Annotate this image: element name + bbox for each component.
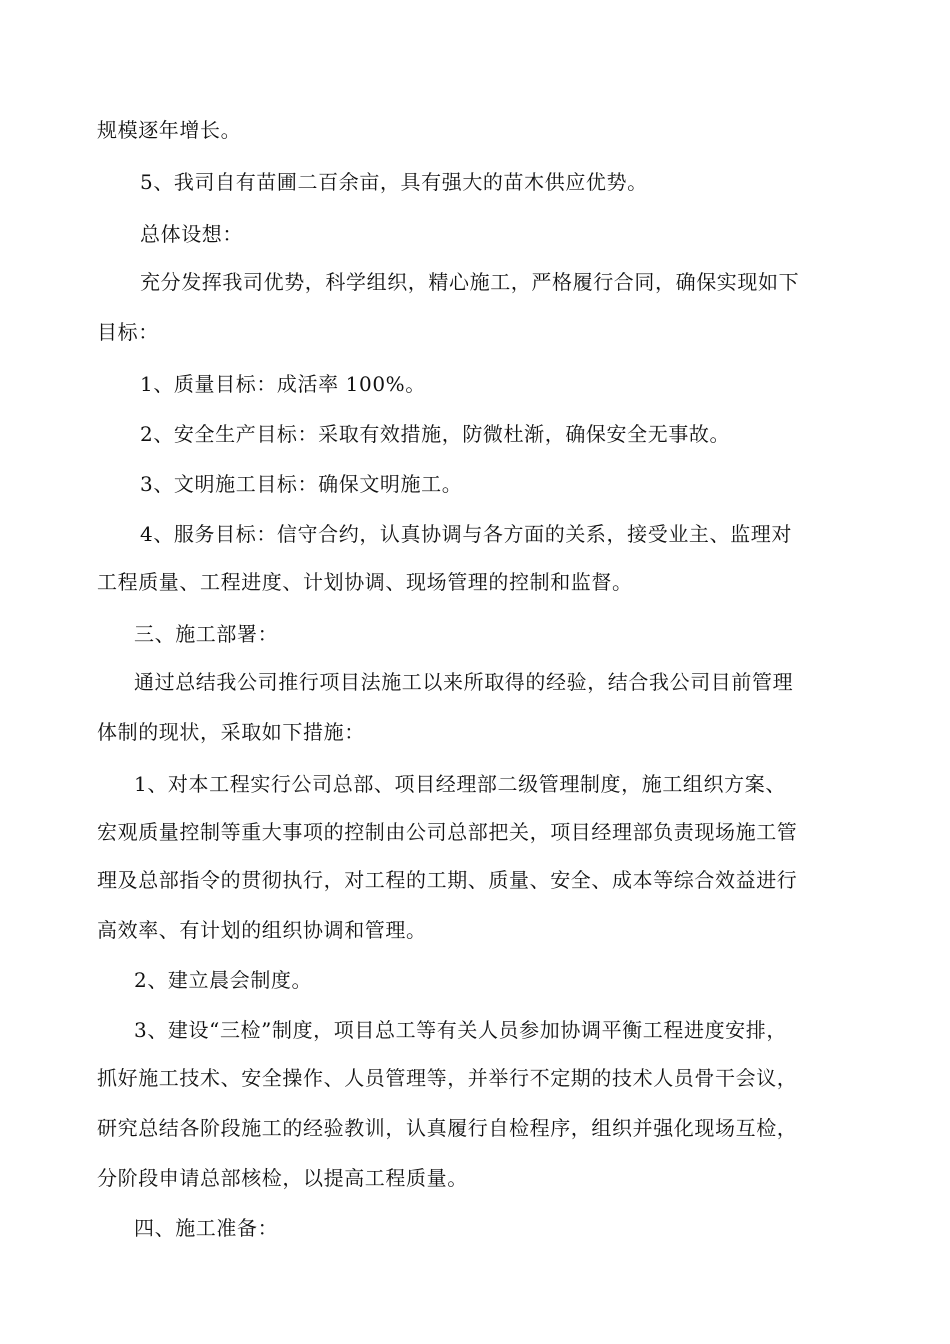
text-line: 工程质量、工程进度、计划协调、现场管理的控制和监督。 [97, 570, 633, 594]
text-line: 宏观质量控制等重大事项的控制由公司总部把关，项目经理部负责现场施工管 [97, 820, 798, 844]
text-line: 分阶段申请总部核检，以提高工程质量。 [97, 1166, 468, 1190]
section-heading-deployment: 三、施工部署： [134, 622, 279, 646]
list-item: 2、安全生产目标：采取有效措施，防微杜渐，确保安全无事故。 [140, 422, 731, 446]
text-line: 充分发挥我司优势，科学组织，精心施工，严格履行合同，确保实现如下 [140, 270, 800, 294]
text-line: 理及总部指令的贯彻执行，对工程的工期、质量、安全、成本等综合效益进行 [97, 868, 798, 892]
list-item: 3、建设“三检”制度，项目总工等有关人员参加协调平衡工程进度安排， [134, 1018, 787, 1042]
text-line: 高效率、有计划的组织协调和管理。 [97, 918, 427, 942]
list-item: 1、对本工程实行公司总部、项目经理部二级管理制度，施工组织方案、 [134, 772, 786, 796]
text-line: 5、我司自有苗圃二百余亩，具有强大的苗木供应优势。 [140, 170, 648, 194]
list-item: 4、服务目标：信守合约，认真协调与各方面的关系，接受业主、监理对 [140, 522, 792, 546]
text-line: 目标： [97, 320, 159, 344]
text-line: 通过总结我公司推行项目法施工以来所取得的经验，结合我公司目前管理 [134, 670, 794, 694]
list-item: 3、文明施工目标：确保文明施工。 [140, 472, 463, 496]
section-heading-overall-plan: 总体设想： [140, 222, 243, 246]
section-heading-preparation: 四、施工准备： [134, 1216, 279, 1240]
text-line: 抓好施工技术、安全操作、人员管理等，并举行不定期的技术人员骨干会议， [97, 1066, 798, 1090]
text-line: 研究总结各阶段施工的经验教训，认真履行自检程序，组织并强化现场互检， [97, 1116, 798, 1140]
list-item: 1、质量目标：成活率 100%。 [140, 372, 426, 396]
text-line: 体制的现状，采取如下措施： [97, 720, 365, 744]
text-line: 规模逐年增长。 [97, 118, 242, 142]
list-item: 2、建立晨会制度。 [134, 968, 313, 992]
